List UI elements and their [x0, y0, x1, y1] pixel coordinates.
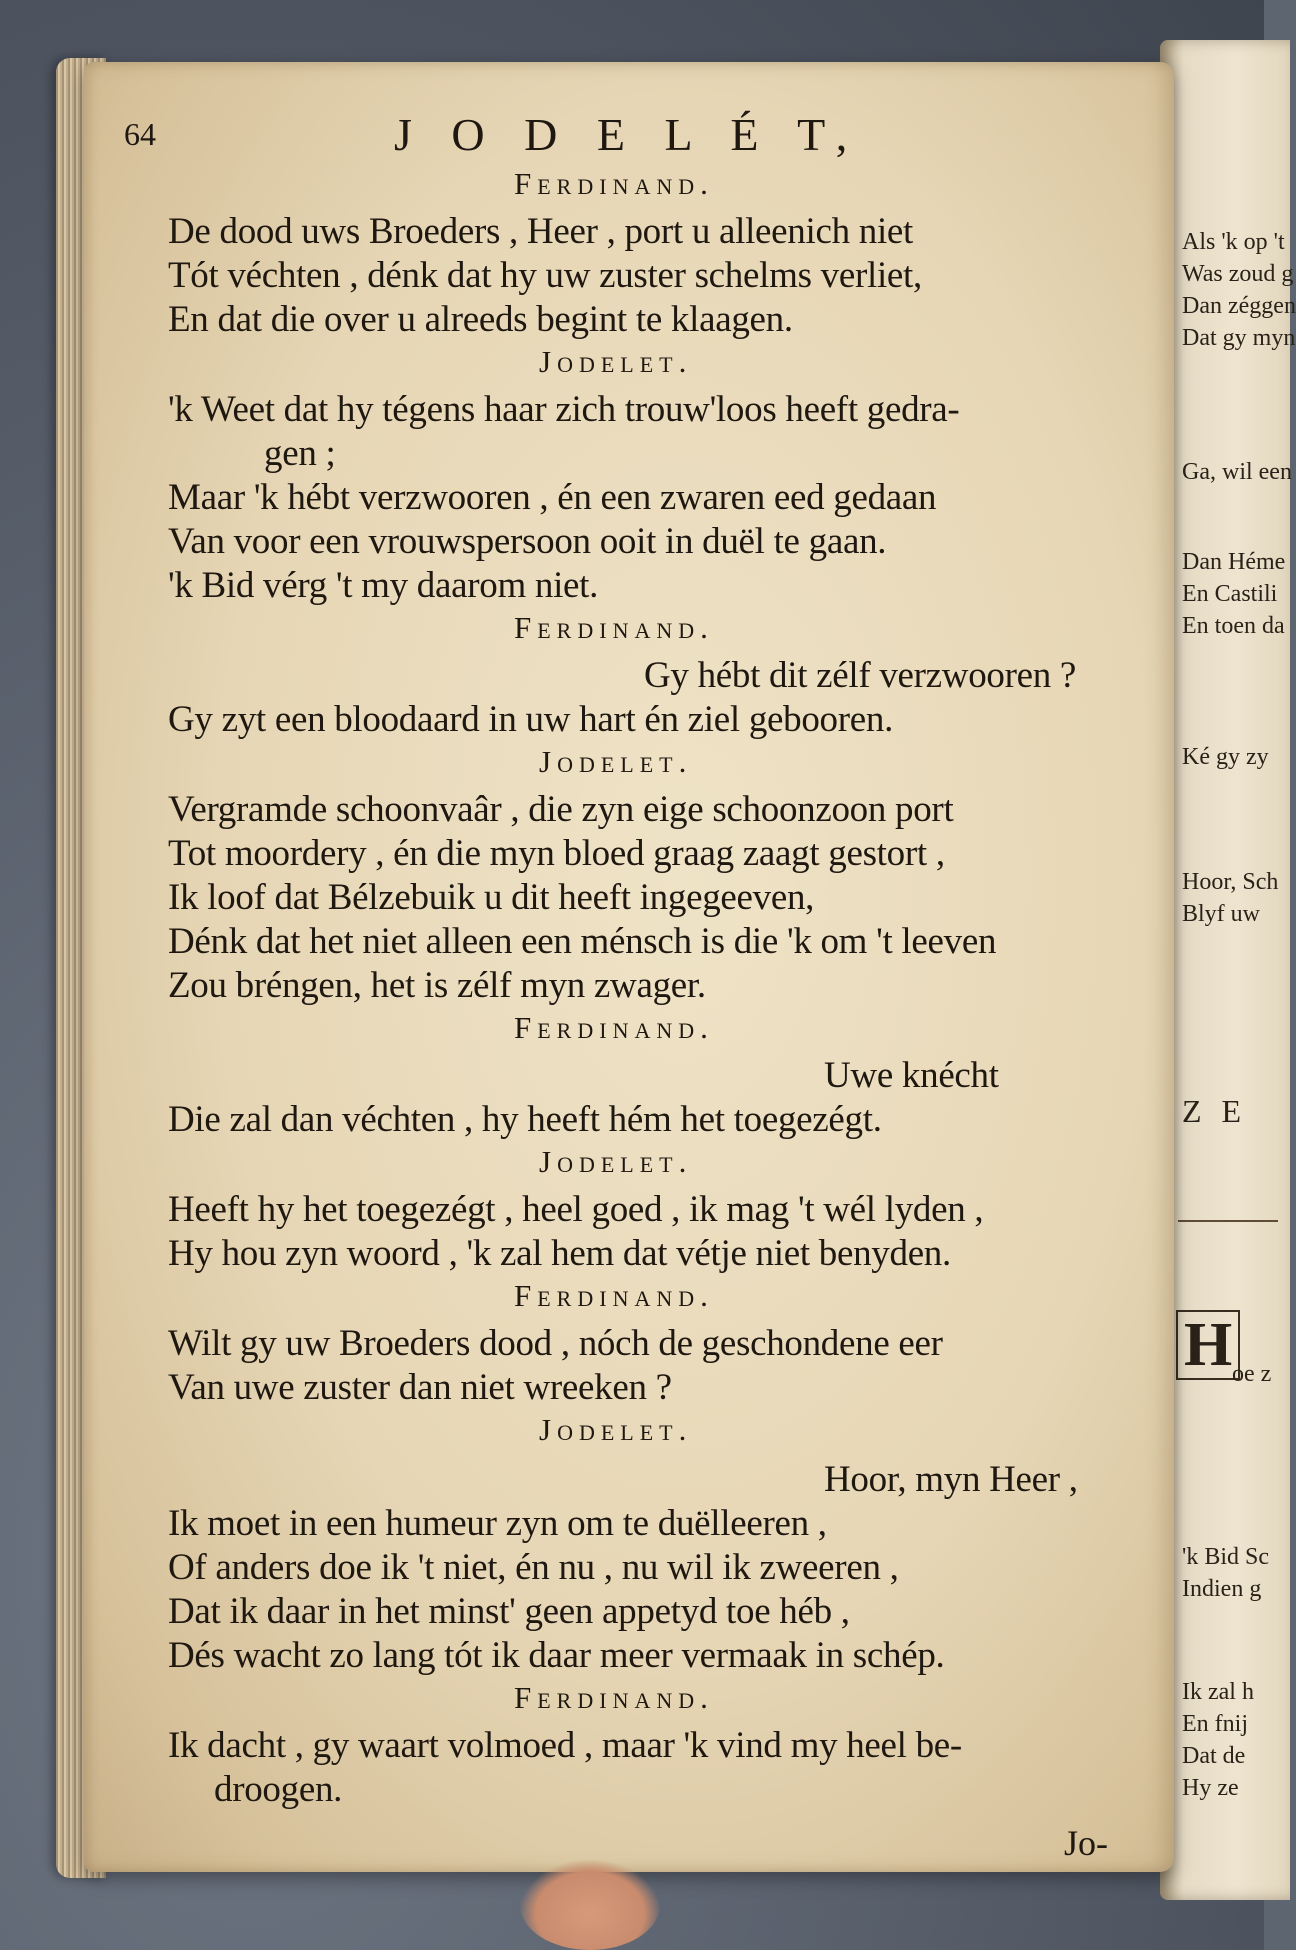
verse-line: Vergramde schoonvaâr , die zyn eige schoonzoon port — [168, 789, 954, 830]
facing-page-fragment: Ga, wil een — [1182, 459, 1292, 485]
verse-line: Van uwe zuster dan niet wreeken ? — [168, 1367, 672, 1408]
running-head: J O D E L É T, — [394, 109, 862, 160]
facing-page-fragment: Indien g — [1182, 1576, 1262, 1602]
facing-page-fragment: Ké gy zy — [1182, 744, 1269, 770]
facing-page-fragment: Hoor, Sch — [1182, 869, 1279, 895]
verse-line: Ik dacht , gy waart volmoed , maar 'k vind my heel be- — [168, 1725, 962, 1766]
verse-line: Dénk dat het niet alleen een ménsch is die 'k om 't leeven — [168, 921, 997, 962]
verse-line: Uwe knécht — [824, 1055, 999, 1096]
facing-page-fragment: Dan zéggen — [1182, 293, 1296, 319]
facing-page-initial: H — [1176, 1310, 1240, 1380]
facing-page-fragment: Dan Héme — [1182, 549, 1286, 575]
facing-page-fragment: En Castili — [1182, 581, 1278, 607]
verse-line: Ik moet in een humeur zyn om te duëlleeren , — [168, 1503, 827, 1544]
verse-line: Heeft hy het toegezégt , heel goed , ik mag 't wél lyden , — [168, 1189, 984, 1230]
verse-line: Gy hébt dit zélf verzwooren ? — [644, 655, 1077, 696]
speaker-name: Jodelet. — [539, 1412, 693, 1447]
facing-page-fragment: Blyf uw — [1182, 901, 1260, 927]
facing-page-fragment: Dat gy myn — [1182, 325, 1296, 351]
verse-line: Gy zyt een bloodaard in uw hart én ziel gebooren. — [168, 699, 894, 740]
verse-line: Maar 'k hébt verzwooren , én een zwaren eed gedaan — [168, 477, 937, 518]
facing-page-fragment: Hy ze — [1182, 1775, 1239, 1801]
facing-page-fragment: En fnij — [1182, 1711, 1248, 1737]
verse-line: Tot moordery , én die myn bloed graag zaagt gestort , — [168, 833, 945, 874]
verse-line: Dat ik daar in het minst' geen appetyd toe héb , — [168, 1591, 850, 1632]
verse-line: Tót véchten , dénk dat hy uw zuster schelms verliet, — [168, 255, 922, 296]
verse-line: Of anders doe ik 't niet, én nu , nu wil ik zweeren , — [168, 1547, 899, 1588]
catchword: Jo- — [1064, 1823, 1108, 1863]
facing-page-rule — [1178, 1220, 1278, 1222]
facing-page-fragment: oe z — [1232, 1361, 1272, 1387]
book-page — [84, 62, 1174, 1872]
speaker-name: Jodelet. — [539, 744, 693, 779]
facing-page-fragment: 'k Bid Sc — [1182, 1544, 1269, 1570]
finger-stain — [520, 1860, 660, 1950]
verse-line: droogen. — [214, 1769, 343, 1810]
speaker-name: Ferdinand. — [514, 1010, 714, 1045]
verse-line: De dood uws Broeders , Heer , port u alleenich niet — [168, 211, 914, 252]
verse-line: En dat die over u alreeds begint te klaagen. — [168, 299, 793, 340]
facing-page-fragment: Als 'k op 't — [1182, 229, 1285, 255]
speaker-name: Ferdinand. — [514, 1278, 714, 1313]
verse-line: 'k Bid vérg 't my daarom niet. — [168, 565, 599, 606]
speaker-name: Jodelet. — [539, 344, 693, 379]
facing-page-fragment: Dat de — [1182, 1743, 1246, 1769]
verse-line: Zou bréngen, het is zélf myn zwager. — [168, 965, 706, 1006]
verse-line: Van voor een vrouwspersoon ooit in duël te gaan. — [168, 521, 887, 562]
verse-line: Ik loof dat Bélzebuik u dit heeft ingegeeven, — [168, 877, 815, 918]
verse-line: Hoor, myn Heer , — [824, 1459, 1078, 1500]
facing-page-fragment: En toen da — [1182, 613, 1285, 639]
verse-line: Die zal dan véchten , hy heeft hém het toegezégt. — [168, 1099, 882, 1140]
facing-page-fragment: Was zoud g — [1182, 261, 1294, 287]
verse-line: gen ; — [264, 433, 336, 474]
facing-page-fragment: Z E — [1182, 1093, 1248, 1129]
verse-line: Hy hou zyn woord , 'k zal hem dat vétje niet benyden. — [168, 1233, 951, 1274]
speaker-name: Ferdinand. — [514, 166, 714, 201]
page-number: 64 — [124, 116, 156, 152]
facing-page — [1160, 40, 1296, 1900]
facing-page-fragment: Ik zal h — [1182, 1679, 1254, 1705]
speaker-name: Ferdinand. — [514, 610, 714, 645]
verse-line: Dés wacht zo lang tót ik daar meer vermaak in schép. — [168, 1635, 945, 1676]
verse-line: 'k Weet dat hy tégens haar zich trouw'loos heeft gedra- — [168, 389, 960, 430]
verse-line: Wilt gy uw Broeders dood , nóch de geschondene eer — [168, 1323, 943, 1364]
speaker-name: Jodelet. — [539, 1144, 693, 1179]
speaker-name: Ferdinand. — [514, 1680, 714, 1715]
